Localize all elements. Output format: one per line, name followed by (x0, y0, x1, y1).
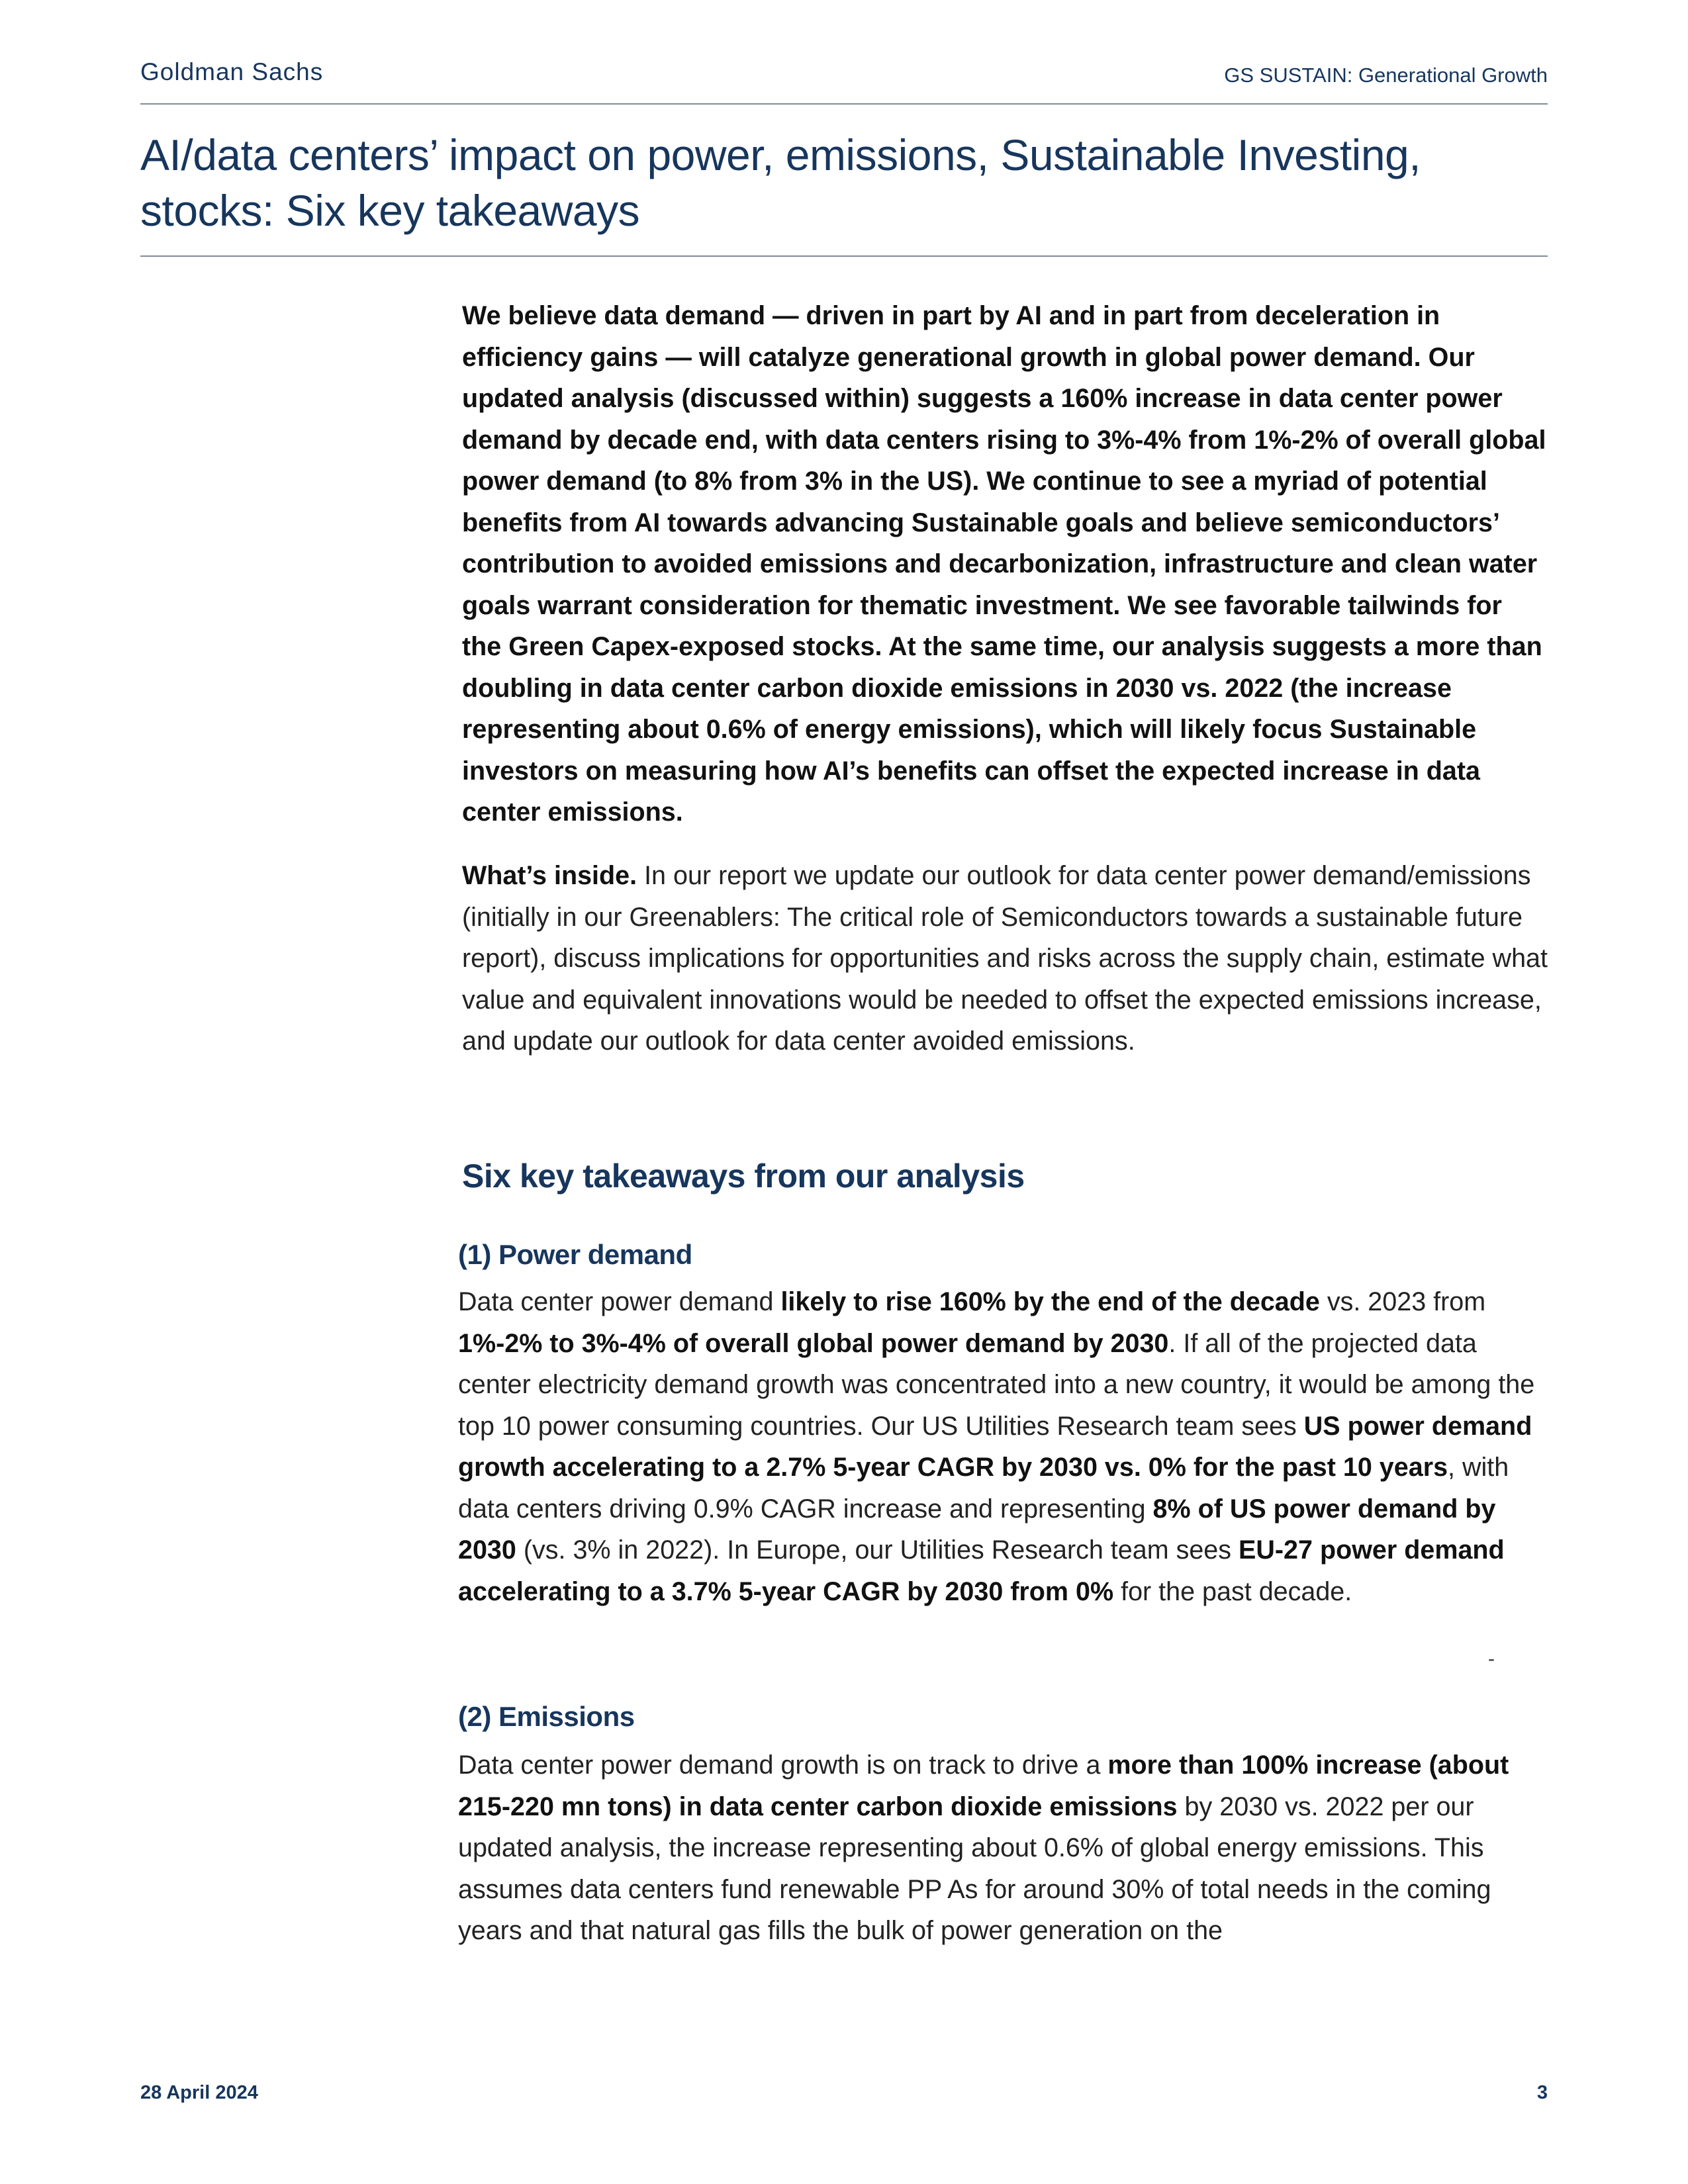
header-divider (140, 103, 1548, 105)
page-title: AI/data centers’ impact on power, emissions, Sustainable Investing, stocks: Six key takeaways (140, 130, 1421, 235)
takeaway-2-heading: (2) Emissions (458, 1701, 635, 1732)
report-series-title: GS SUSTAIN: Generational Growth (1224, 64, 1548, 87)
page-number: 3 (1536, 2082, 1548, 2103)
text-run: for the past decade. (1113, 1576, 1352, 1606)
text-run: Data center power demand (458, 1287, 781, 1316)
emphasis-run: 8% of US power demand by 2030 (458, 1494, 1496, 1565)
takeaway-1-heading: (1) Power demand (458, 1239, 692, 1270)
takeaway-1-body (458, 1281, 1550, 1612)
text-run: (vs. 3% in 2022). In Europe, our Utilities Research team sees (516, 1535, 1239, 1565)
title-divider (140, 255, 1548, 257)
whats-inside-text: In our report we update our outlook for data center power demand/emissions (initially in our Greenablers: The critical role of Semiconductors towards a sustainable future report), discuss implications for opportunities and risks across the supply chain, estimate what value and equivalent innovations would be needed to offset the expected emissions increase, and update our outlook for data center avoided emissions. (462, 861, 1548, 1056)
text-run: vs. 2023 from (1319, 1287, 1486, 1316)
whats-inside-paragraph (462, 855, 1548, 1062)
whats-inside-label: What’s inside. (462, 861, 637, 890)
brand-name: Goldman Sachs (140, 58, 324, 85)
section-heading: Six key takeaways from our analysis (462, 1158, 1025, 1195)
emphasis-run: more than 100% increase (about 215-220 mn tons) in data center carbon dioxide emissions (458, 1751, 1509, 1821)
emphasis-run: US power demand growth accelerating to a 2.7% 5-year CAGR by 2030 vs. 0% for the past 10 years (458, 1411, 1532, 1482)
text-run: , with data centers driving 0.9% CAGR increase and representing (458, 1453, 1509, 1524)
emphasis-run: likely to rise 160% by the end of the decade (780, 1287, 1320, 1316)
emphasis-run: EU-27 power demand accelerating to a 3.7% 5-year CAGR by 2030 from 0% (458, 1535, 1505, 1606)
text-run: Data center power demand growth is on track to drive a (458, 1751, 1108, 1780)
text-run: . If all of the projected data center electricity demand growth was concentrated into a new country, it would be among the top 10 power consuming countries. Our US Utilities Research team sees (458, 1328, 1535, 1441)
footer-date: 28 April 2024 (140, 2082, 258, 2103)
text-run: by 2030 vs. 2022 per our updated analysis, the increase representing about 0.6% of global energy emissions. This assumes data centers fund renewable PP As for around 30% of total needs in the coming years and that natural gas fills the bulk of power generation on the (458, 1792, 1491, 1945)
takeaway-2-body (458, 1745, 1550, 1952)
emphasis-run: 1%-2% to 3%-4% of overall global power demand by 2030 (458, 1328, 1169, 1358)
lead-summary: We believe data demand — driven in part by AI and in part from deceleration in efficiency gains — will catalyze generational growth in global power demand. Our updated analysis (discussed within) suggests a 160% increase in data center power demand by decade end, with data centers rising to 3%-4% from 1%-2% of overall global power demand (to 8% from 3% in the US). We continue to see a myriad of potential benefits from AI towards advancing Sustainable goals and believe semiconductors’ contribution to avoided emissions and decarbonization, infrastructure and clean water goals warrant consideration for thematic investment. We see favorable tailwinds for the Green Capex-exposed stocks. At the same time, our analysis suggests a more than doubling in data center carbon dioxide emissions in 2030 vs. 2022 (the increase representing about 0.6% of energy emissions), which will likely focus Sustainable investors on measuring how AI’s benefits can offset the expected increase in data center emissions. (462, 301, 1546, 827)
stray-mark: - (1488, 1648, 1495, 1670)
